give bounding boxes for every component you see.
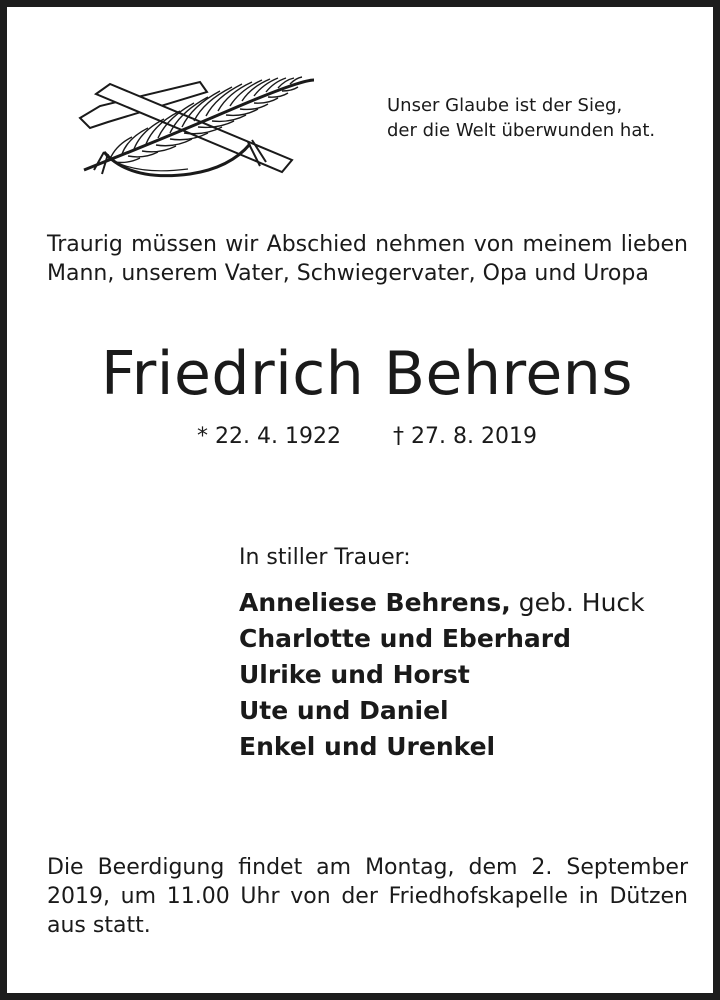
- mourner-maiden-name: geb. Huck: [510, 588, 645, 617]
- mourner-line: [239, 729, 699, 765]
- death-date: † 27. 8. 2019: [393, 424, 537, 449]
- funeral-details: Die Beerdigung findet am Montag, dem 2. September 2019, um 11.00 Uhr von der Friedhofskapelle in Dützen aus statt.: [47, 855, 688, 938]
- mourner-line: [239, 621, 699, 657]
- mourner-name: Anneliese Behrens,: [239, 588, 511, 617]
- cross-and-palm-frond-icon: [70, 70, 320, 185]
- mourner-name: Charlotte und Eberhard: [239, 624, 571, 653]
- mourner-line: [239, 693, 699, 729]
- life-dates: [7, 422, 720, 452]
- motto-line: Unser Glaube ist der Sieg,: [387, 95, 623, 116]
- mourner-line: [239, 585, 699, 621]
- intro-text: Traurig müssen wir Abschied nehmen von meinem lieben Mann, unserem Vater, Schwiegervater, Opa und Uropa: [47, 232, 688, 286]
- mourners-block: [239, 543, 699, 765]
- mourner-line: [239, 657, 699, 693]
- mourning-intro: In stiller Trauer:: [239, 545, 411, 570]
- mourner-name: Enkel und Urenkel: [239, 732, 496, 761]
- motto-verse: [387, 93, 707, 143]
- mourner-name: Ute und Daniel: [239, 696, 449, 725]
- deceased-name: Friedrich Behrens: [100, 339, 634, 409]
- motto-line: der die Welt überwunden hat.: [387, 120, 656, 141]
- mourner-name: Ulrike und Horst: [239, 660, 470, 689]
- birth-date: * 22. 4. 1922: [197, 424, 341, 449]
